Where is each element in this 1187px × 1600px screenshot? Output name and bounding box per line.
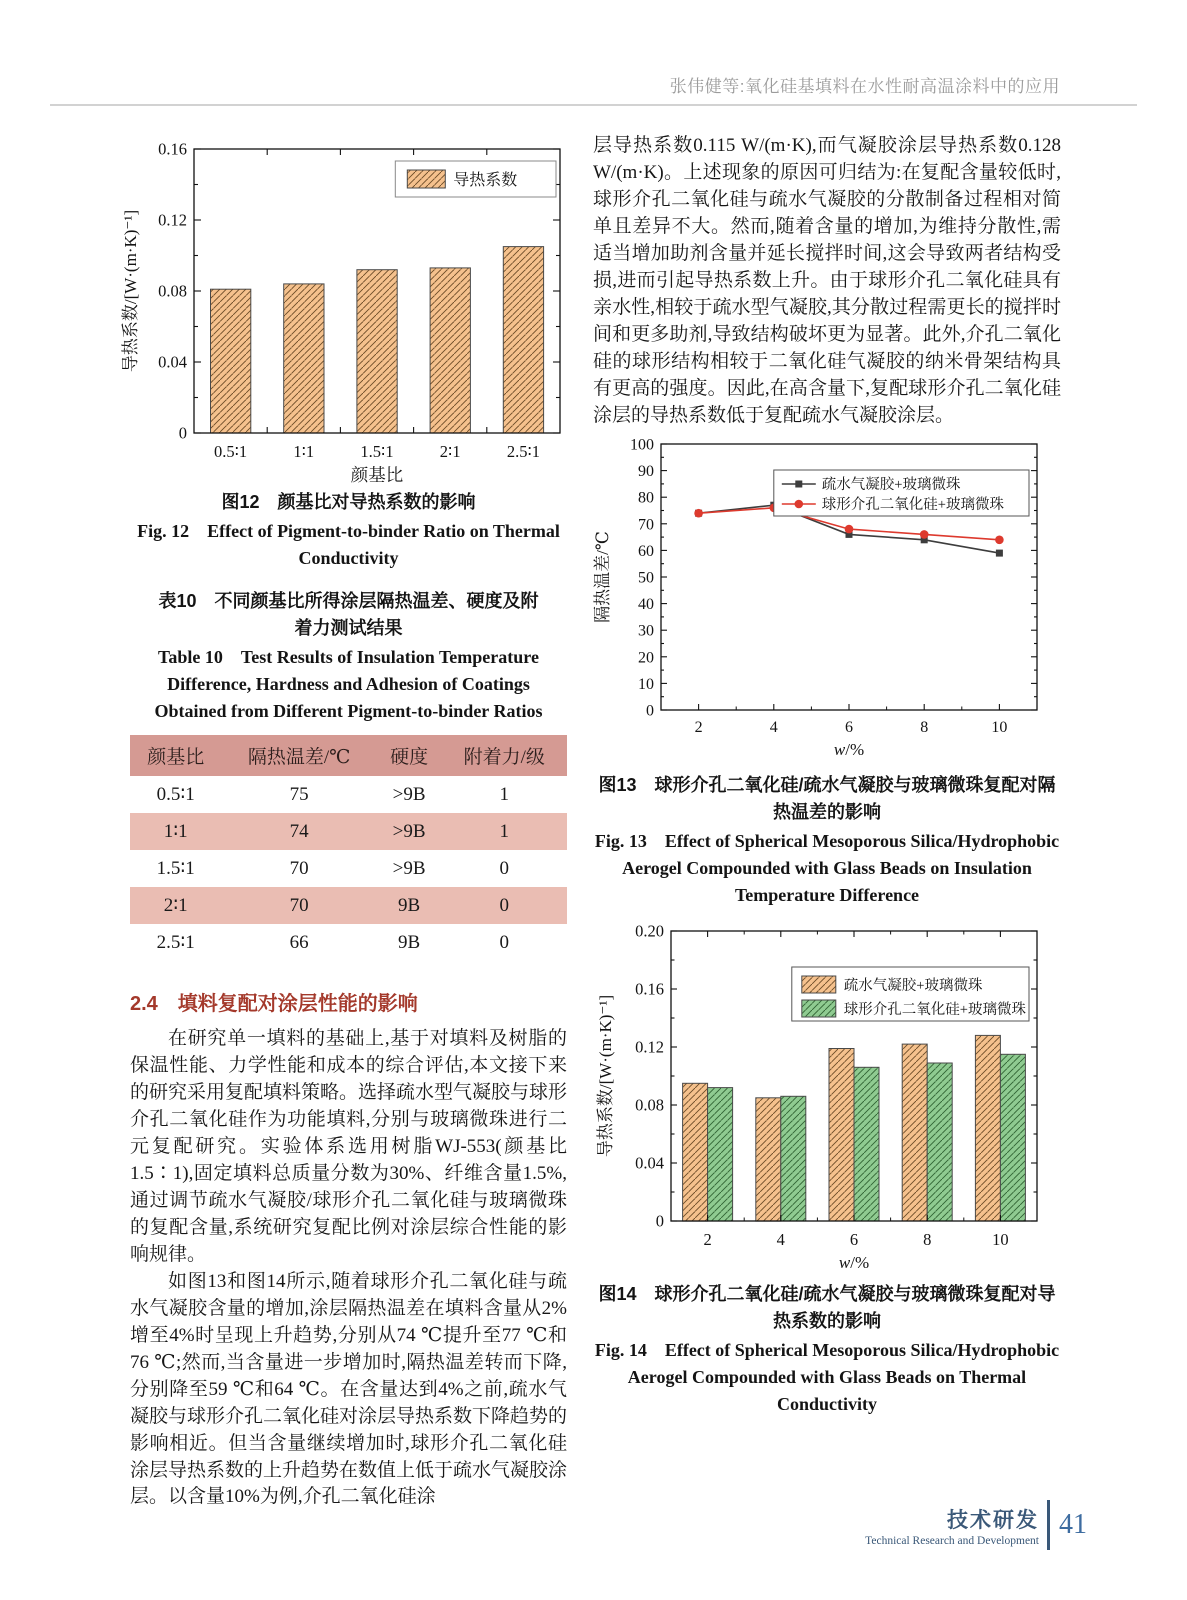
svg-text:6: 6 [849,1229,859,1249]
fig13-line-chart [591,436,1046,768]
svg-text:10: 10 [991,718,1008,736]
table-header-cell: 隔热温差/℃ [221,735,376,776]
table-header-cell: 附着力/级 [441,735,567,776]
table-cell: 2∶1 [130,887,221,924]
fig13-caption-cn: 图13 球形介孔二氧化硅/疏水气凝胶与玻璃微珠复配对隔热温差的影响 [598,774,1056,822]
table10-title-cn: 表10 不同颜基比所得涂层隔热温差、硬度及附着力测试结果 [158,591,539,638]
svg-text:80: 80 [638,489,654,507]
footer-section [865,1504,1039,1547]
table-row [130,776,567,813]
svg-text:1∶1: 1∶1 [293,442,315,461]
table-cell: 0 [499,857,509,879]
page-number: 41 [1059,1509,1087,1540]
table-cell: 75 [289,783,309,805]
svg-text:球形介孔二氧化硅+玻璃微珠: 球形介孔二氧化硅+玻璃微珠 [821,496,1004,513]
svg-text:4: 4 [769,718,778,736]
svg-text:0: 0 [178,423,187,443]
svg-text:2: 2 [694,718,703,736]
table-cell: 1 [441,813,567,850]
svg-text:0.08: 0.08 [635,1095,664,1115]
svg-text:70: 70 [638,515,654,533]
svg-text:0: 0 [646,702,654,720]
svg-text:疏水气凝胶+玻璃微珠: 疏水气凝胶+玻璃微珠 [843,977,983,994]
svg-text:100: 100 [630,436,654,454]
svg-text:50: 50 [638,569,654,587]
svg-text:0.08: 0.08 [158,281,187,301]
table-row [130,924,567,961]
fig14-caption-en: Fig. 14 Effect of Spherical Mesoporous Silica/Hydrophobic Aerogel Compounded with Glass Beads on Thermal Conductivity [594,1339,1060,1414]
svg-text:疏水气凝胶+玻璃微珠: 疏水气凝胶+玻璃微珠 [821,476,961,493]
fig14-grouped-bar-chart [591,919,1046,1277]
svg-text:10: 10 [638,675,654,693]
svg-text:w/%: w/% [833,739,865,759]
svg-text:0: 0 [655,1211,664,1231]
table-cell: 0 [441,887,567,924]
svg-text:60: 60 [638,542,654,560]
table-cell: 0.5∶1 [156,784,195,805]
table-cell: 70 [221,887,376,924]
table-cell: 2.5∶1 [156,932,195,953]
table10 [130,735,567,961]
svg-text:0.16: 0.16 [158,139,187,159]
footer-section-cn: 技术研发 [947,1508,1039,1532]
fig12-bar-chart [116,133,571,485]
svg-text:w/%: w/% [838,1252,870,1272]
table-cell: 70 [289,857,309,879]
section-2-4-heading: 2.4 填料复配对涂层性能的影响 [130,993,418,1015]
table-cell: 1 [499,783,509,805]
svg-text:2.5∶1: 2.5∶1 [506,442,540,461]
svg-text:球形介孔二氧化硅+玻璃微珠: 球形介孔二氧化硅+玻璃微珠 [843,1001,1026,1018]
table-cell: >9B [392,857,426,879]
svg-text:40: 40 [638,595,654,613]
footer-section-en: Technical Research and Development [865,1534,1039,1547]
svg-text:10: 10 [992,1229,1009,1249]
svg-text:1.5∶1: 1.5∶1 [360,442,394,461]
svg-text:0.04: 0.04 [635,1153,664,1173]
table-cell: 1.5∶1 [156,858,195,879]
svg-text:导热系数: 导热系数 [453,172,518,189]
svg-text:0.16: 0.16 [635,979,664,999]
fig13-caption-en: Fig. 13 Effect of Spherical Mesoporous Silica/Hydrophobic Aerogel Compounded with Glass Beads on Insulation Temperature Difference [594,830,1060,905]
right-column [593,133,1061,1418]
svg-text:0.5∶1: 0.5∶1 [214,442,248,461]
left-column [121,133,568,1511]
footer-divider [1047,1500,1050,1550]
table-cell: 9B [377,887,442,924]
section-2-4-paragraph-1: 在研究单一填料的基础上,基于对填料及树脂的保温性能、力学性能和成本的综合评估,本文接下来的研究采用复配填料策略。选择疏水型气凝胶与球形介孔二氧化硅作为功能填料,分别与玻璃微珠进行二元复配研究。实验体系选用树脂WJ-553(颜基比1.5∶1),固定填料总质量分数为30%、纤维含量1.5%,通过调节疏水气凝胶/球形介孔二氧化硅与玻璃微珠的复配含量,系统研究复配比例对涂层综合性能的影响规律。 [130,1028,568,1265]
svg-text:0.12: 0.12 [158,210,187,230]
svg-text:6: 6 [845,718,853,736]
running-head: 张伟健等:氧化硅基填料在水性耐高温涂料中的应用 [669,77,1060,96]
fig14-caption-cn: 图14 球形介孔二氧化硅/疏水气凝胶与玻璃微珠复配对导热系数的影响 [598,1283,1056,1331]
fig12-caption-en: Fig. 12 Effect of Pigment-to-binder Ratio on Thermal Conductivity [137,521,560,568]
svg-text:8: 8 [920,718,929,736]
svg-text:0.04: 0.04 [158,352,187,372]
table-cell: >9B [377,813,442,850]
footer [865,1500,1087,1550]
right-top-paragraph: 层导热系数0.115 W/(m·K),而气凝胶涂层导热系数0.128 W/(m·K)。上述现象的原因可归结为:在复配含量较低时,球形介孔二氧化硅与疏水气凝胶的分散制备过程相对简单且差异不大。然而,随着含量的增加,为维持分散性,需适当增加助剂含量并延长搅拌时间,这会导致两者结构受损,进而引起导热系数上升。由于球形介孔二氧化硅具有亲水性,相较于疏水型气凝胶,其分散过程需更长的搅拌时间和更多助剂,导致结构破坏更为显著。此外,介孔二氧化硅的球形结构相较于二氧化硅气凝胶的纳米骨架结构具有更高的强度。因此,在高含量下,复配球形介孔二氧化硅涂层的导热系数低于复配疏水气凝胶涂层。 [593,135,1061,426]
svg-text:4: 4 [776,1229,785,1249]
table-cell: 9B [398,931,421,953]
svg-text:90: 90 [638,462,654,480]
table-cell: >9B [392,783,426,805]
table-header-cell: 硬度 [377,735,442,776]
fig12-caption-cn: 图12 颜基比对导热系数的影响 [221,492,476,512]
table-header-cell: 颜基比 [130,735,221,776]
svg-text:30: 30 [638,622,654,640]
section-2-4-paragraph-2: 如图13和图14所示,随着球形介孔二氧化硅与疏水气凝胶含量的增加,涂层隔热温差在填料含量从2%增至4%时呈现上升趋势,分别从74 ℃提升至77 ℃和76 ℃;然而,当含量进一步增加时,隔热温差转而下降,分别降至59 ℃和64 ℃。在含量达到4%之前,疏水气凝胶与球形介孔二氧化硅对涂层导热系数下降趋势的影响相近。但当含量继续增加时,球形介孔二氧化硅涂层导热系数的上升趋势在数值上低于疏水气凝胶涂层。以含量10%为例,介孔二氧化硅涂 [130,1270,568,1508]
table-cell: 0 [499,931,509,953]
svg-text:20: 20 [638,648,654,666]
svg-text:隔热温差/℃: 隔热温差/℃ [593,530,612,623]
svg-text:8: 8 [923,1229,932,1249]
svg-text:导热系数/[W·(m·K)⁻¹]: 导热系数/[W·(m·K)⁻¹] [121,209,140,373]
svg-text:2: 2 [703,1229,712,1249]
table-cell: 1∶1 [130,813,221,850]
svg-text:0.20: 0.20 [635,921,664,941]
svg-text:导热系数/[W·(m·K)⁻¹]: 导热系数/[W·(m·K)⁻¹] [596,994,615,1157]
header-divider [50,104,1137,106]
table10-title-en: Table 10 Test Results of Insulation Temperature Difference, Hardness and Adhesion of Coatings Obtained from Different Pigment-to-binder Ratios [154,647,543,721]
svg-text:2∶1: 2∶1 [439,442,461,461]
table-cell: 74 [221,813,376,850]
svg-text:颜基比: 颜基比 [350,465,404,485]
table-row [130,850,567,887]
table-row [130,887,567,924]
svg-text:0.12: 0.12 [635,1037,664,1057]
table-row [130,813,567,850]
table-cell: 66 [289,931,309,953]
table-header-row [130,735,567,776]
